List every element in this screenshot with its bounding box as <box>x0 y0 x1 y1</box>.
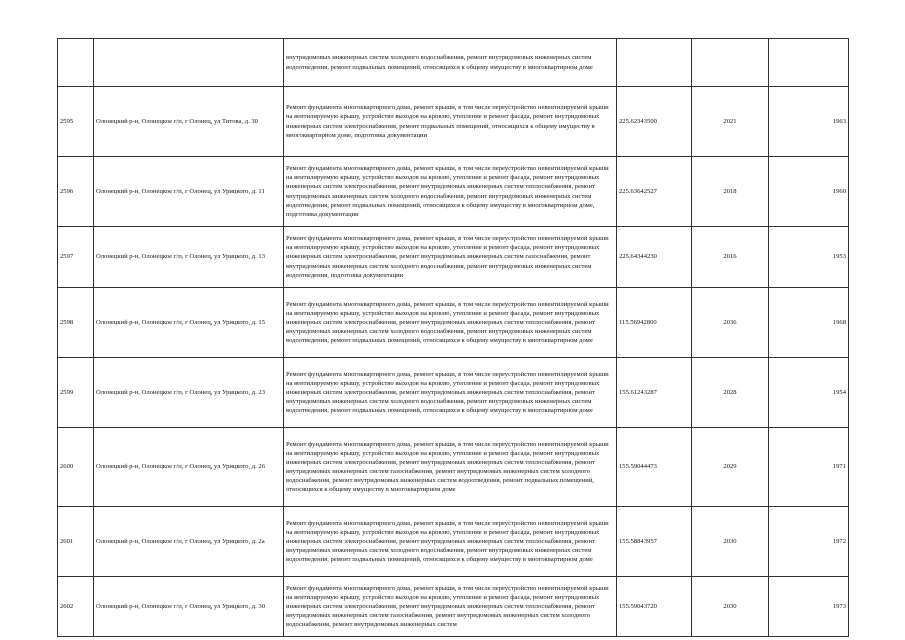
cost-cell <box>617 39 692 87</box>
built-year-cell: 1960 <box>769 157 849 227</box>
planned-year-cell <box>692 39 769 87</box>
table-row <box>58 39 849 87</box>
row-number: 2597 <box>58 227 94 288</box>
built-year-cell: 1968 <box>769 288 849 358</box>
works-cell: Ремонт фундамента многоквартирного дома, ремонт крыши, в том числе переустройство невентилируемой крыши на вентилируемую крышу, устройство выходов на кровлю, утепление и ремонт фасада, ремонт внутридомовых инженерных систем электроснабжения, ремонт внутридомовых инженерных систем теплоснабжения, ремонт внутридомовых инженерных систем газоснабжения, ремонт внутридомовых инженерных систем холодного водоснабжения, ремонт внутридомовых инженерных систем <box>284 577 617 637</box>
row-number: 2601 <box>58 507 94 577</box>
cost-cell: 225.64344230 <box>617 227 692 288</box>
built-year-cell <box>769 39 849 87</box>
works-cell: Ремонт фундамента многоквартирного дома, ремонт крыши, в том числе переустройство невентилируемой крыши на вентилируемую крышу, устройство выходов на кровлю, утепление и ремонт фасада, ремонт внутридомовых инженерных систем электроснабжения, ремонт подвальных помещений, относящихся к общему имуществу в многоквартирном доме, подготовка документации <box>284 87 617 157</box>
address-cell: Олонецкий р-н, Олонецкое г/п, г Олонец, ул Урицкого, д. 13 <box>94 227 284 288</box>
row-number: 2602 <box>58 577 94 637</box>
address-cell: Олонецкий р-н, Олонецкое г/п, г Олонец, ул Урицкого, д. 11 <box>94 157 284 227</box>
table-row <box>58 87 849 157</box>
works-cell: Ремонт фундамента многоквартирного дома, ремонт крыши, в том числе переустройство невентилируемой крыши на вентилируемую крышу, устройство выходов на кровлю, утепление и ремонт фасада, ремонт внутридомовых инженерных систем электроснабжения, ремонт внутридомовых инженерных систем теплоснабжения, ремонт внутридомовых инженерных систем холодного водоснабжения, ремонт внутридомовых инженерных систем водоотведения, ремонт подвальных помещений, относящихся к общему имуществу в многоквартирном доме <box>284 507 617 577</box>
table-row <box>58 577 849 637</box>
address-cell: Олонецкий р-н, Олонецкое г/п, г Олонец, ул Урицкого, д. 23 <box>94 358 284 428</box>
planned-year-cell: 2021 <box>692 87 769 157</box>
capital-repair-table <box>57 38 849 637</box>
address-cell: Олонецкий р-н, Олонецкое г/п, г Олонец, ул Урицкого, д. 26 <box>94 428 284 507</box>
built-year-cell: 1973 <box>769 577 849 637</box>
works-cell: внутридомовых инженерных систем холодного водоснабжения, ремонт внутридомовых инженерных систем водоотведения, ремонт подвальных помещений, относящихся к общему имуществу в многоквартирном доме <box>284 39 617 87</box>
row-number: 2596 <box>58 157 94 227</box>
cost-cell: 155.59044473 <box>617 428 692 507</box>
row-number: 2599 <box>58 358 94 428</box>
planned-year-cell: 2030 <box>692 577 769 637</box>
address-cell: Олонецкий р-н, Олонецкое г/п, г Олонец, ул Титова, д. 30 <box>94 87 284 157</box>
planned-year-cell: 2018 <box>692 157 769 227</box>
table-row <box>58 358 849 428</box>
planned-year-cell: 2036 <box>692 288 769 358</box>
planned-year-cell: 2028 <box>692 358 769 428</box>
row-number: 2595 <box>58 87 94 157</box>
table-row <box>58 157 849 227</box>
works-cell: Ремонт фундамента многоквартирного дома, ремонт крыши, в том числе переустройство невентилируемой крыши на вентилируемую крышу, устройство выходов на кровлю, утепление и ремонт фасада, ремонт внутридомовых инженерных систем электроснабжения, ремонт внутридомовых инженерных систем теплоснабжения, ремонт внутридомовых инженерных систем холодного водоснабжения, ремонт внутридомовых инженерных систем водоотведения, ремонт подвальных помещений, относящихся к общему имуществу в многоквартирном доме, подготовка документации <box>284 157 617 227</box>
built-year-cell: 1963 <box>769 87 849 157</box>
works-cell: Ремонт фундамента многоквартирного дома, ремонт крыши, в том числе переустройство невентилируемой крыши на вентилируемую крышу, устройство выходов на кровлю, утепление и ремонт фасада, ремонт внутридомовых инженерных систем электроснабжения, ремонт внутридомовых инженерных систем газоснабжения, ремонт внутридомовых инженерных систем холодного водоснабжения, ремонт внутридомовых инженерных систем водоотведения, подготовка документации <box>284 227 617 288</box>
planned-year-cell: 2030 <box>692 507 769 577</box>
built-year-cell: 1953 <box>769 227 849 288</box>
cost-cell: 155.59043720 <box>617 577 692 637</box>
built-year-cell: 1972 <box>769 507 849 577</box>
table-row <box>58 507 849 577</box>
built-year-cell: 1954 <box>769 358 849 428</box>
table-row <box>58 288 849 358</box>
address-cell: Олонецкий р-н, Олонецкое г/п, г Олонец, ул Урицкого, д. 30 <box>94 577 284 637</box>
cost-cell: 225.63642527 <box>617 157 692 227</box>
table-row <box>58 428 849 507</box>
row-number: 2600 <box>58 428 94 507</box>
cost-cell: 225.62343500 <box>617 87 692 157</box>
table-body <box>58 39 849 637</box>
works-cell: Ремонт фундамента многоквартирного дома, ремонт крыши, в том числе переустройство невентилируемой крыши на вентилируемую крышу, устройство выходов на кровлю, утепление и ремонт фасада, ремонт внутридомовых инженерных систем электроснабжения, ремонт внутридомовых инженерных систем теплоснабжения, ремонт внутридомовых инженерных систем газоснабжения, ремонт внутридомовых инженерных систем холодного водоснабжения, ремонт внутридомовых инженерных систем водоотведения, ремонт подвальных помещений, относящихся к общему имуществу в многоквартирном доме <box>284 428 617 507</box>
planned-year-cell: 2029 <box>692 428 769 507</box>
table-row <box>58 227 849 288</box>
cost-cell: 155.58843957 <box>617 507 692 577</box>
works-cell: Ремонт фундамента многоквартирного дома, ремонт крыши, в том числе переустройство невентилируемой крыши на вентилируемую крышу, устройство выходов на кровлю, утепление и ремонт фасада, ремонт внутридомовых инженерных систем электроснабжения, ремонт внутридомовых инженерных систем теплоснабжения, ремонт внутридомовых инженерных систем холодного водоснабжения, ремонт внутридомовых инженерных систем водоотведения, ремонт подвальных помещений, относящихся к общему имуществу в многоквартирном доме <box>284 288 617 358</box>
address-cell: Олонецкий р-н, Олонецкое г/п, г Олонец, ул Урицкого, д. 15 <box>94 288 284 358</box>
row-number <box>58 39 94 87</box>
built-year-cell: 1971 <box>769 428 849 507</box>
row-number: 2598 <box>58 288 94 358</box>
address-cell <box>94 39 284 87</box>
cost-cell: 115.56942800 <box>617 288 692 358</box>
address-cell: Олонецкий р-н, Олонецкое г/п, г Олонец, ул Урицкого, д. 2а <box>94 507 284 577</box>
planned-year-cell: 2016 <box>692 227 769 288</box>
works-cell: Ремонт фундамента многоквартирного дома, ремонт крыши, в том числе переустройство невентилируемой крыши на вентилируемую крышу, устройство выходов на кровлю, утепление и ремонт фасада, ремонт внутридомовых инженерных систем электроснабжения, ремонт внутридомовых инженерных систем теплоснабжения, ремонт внутридомовых инженерных систем холодного водоснабжения, ремонт внутридомовых инженерных систем водоотведения, ремонт подвальных помещений, относящихся к общему имуществу в многоквартирном доме <box>284 358 617 428</box>
cost-cell: 155.61243287 <box>617 358 692 428</box>
